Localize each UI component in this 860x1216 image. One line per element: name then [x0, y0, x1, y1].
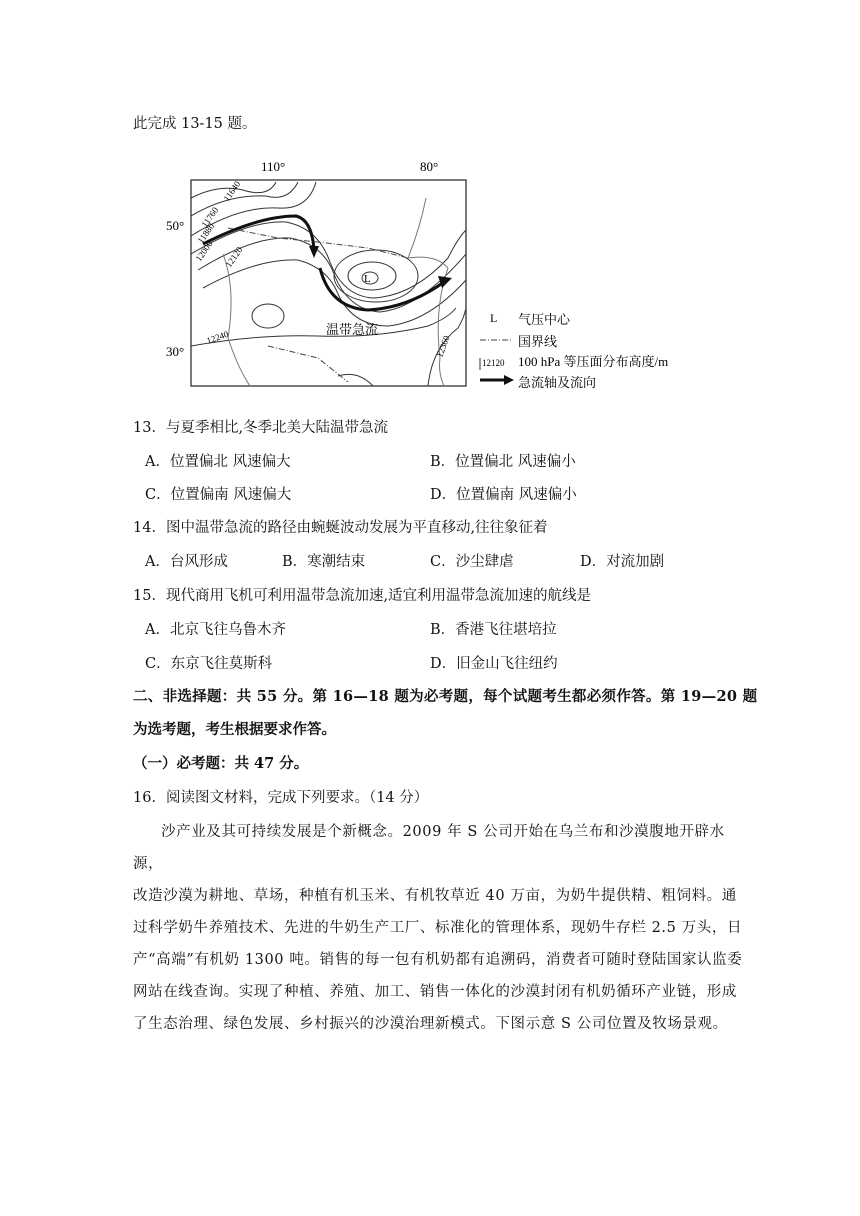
q16-material — [133, 816, 745, 1040]
q16-line: 网站在线查询。实现了种植、养殖、加工、销售一体化的沙漠封闭有机奶循环产业链，形成 — [133, 984, 737, 1000]
jet-stream-map — [158, 158, 718, 394]
map-frame — [191, 180, 466, 386]
map-legend — [480, 311, 668, 391]
q14-option-c: C．沙尘肆虐 — [430, 554, 514, 570]
legend-symbol-contour-value: 12120 — [482, 358, 505, 368]
coastline — [223, 254, 250, 386]
lake-outline — [338, 374, 373, 386]
q16-line: 改造沙漠为耕地、草场，种植有机玉米、有机牧草近 40 万亩，为奶牛提供精、粗饲料。通 — [133, 888, 737, 904]
q16-line: 了生态治理、绿色发展、乡村振兴的沙漠治理新模式。下图示意 S 公司位置及牧场景观。 — [133, 1016, 728, 1032]
q15-stem: 15．现代商用飞机可利用温带急流加速,适宜利用温带急流加速的航线是 — [133, 588, 592, 604]
low-center-contour — [348, 262, 396, 290]
q14-stem: 14．图中温带急流的路径由蜿蜒波动发展为平直移动,往往象征着 — [133, 520, 548, 536]
lat-label-30: 30° — [166, 344, 185, 359]
legend-text-contour: 100 hPa 等压面分布高度/m — [518, 354, 669, 369]
contour-label: 11640 — [221, 179, 243, 204]
q16-line: 产“高端”有机奶 1300 吨。销售的每一包有机奶都有追溯码，消费者可随时登陆国家认监委 — [133, 952, 743, 968]
q14-option-b: B．寒潮结束 — [282, 554, 366, 570]
lat-label-50: 50° — [166, 218, 185, 233]
contour-label: 11760 — [199, 205, 221, 230]
q13-option-a: A．位置偏北 风速偏大 — [145, 454, 291, 470]
q16-line: 沙产业及其可持续发展是个新概念。2009 年 S 公司开始在乌兰布和沙漠腹地开辟水源， — [133, 824, 725, 872]
q13-option-b: B．位置偏北 风速偏小 — [430, 454, 576, 470]
q16-line: 过科学奶牛养殖技术、先进的牛奶生产工厂、标准化的管理体系，现奶牛存栏 2.5 万头，日 — [133, 920, 743, 936]
legend-symbol-center: L — [490, 311, 498, 325]
lon-label-110: 110° — [261, 159, 286, 174]
q16-stem: 16．阅读图文材料，完成下列要求。（14 分） — [133, 790, 429, 806]
section2-heading-line2: 为选考题，考生根据要求作答。 — [133, 721, 336, 738]
q14-option-a: A．台风形成 — [145, 554, 228, 570]
q15-option-c: C．东京飞往莫斯科 — [145, 656, 273, 672]
contour-label: 12360 — [434, 334, 452, 359]
jet-arrowhead — [309, 246, 319, 258]
contour-label: 11880 — [195, 221, 217, 246]
high-center-contour — [252, 304, 284, 328]
national-border — [268, 346, 348, 382]
legend-text-center: 气压中心 — [518, 313, 571, 328]
legend-text-border: 国界线 — [518, 335, 558, 350]
section2-heading-line1: 二、非选择题：共 55 分。第 16—18 题为必考题，每个试题考生都必须作答。第 19—20 题 — [133, 688, 758, 705]
q15-option-d: D．旧金山飞往纽约 — [430, 656, 558, 672]
legend-arrowhead — [504, 375, 514, 385]
lon-label-80: 80° — [420, 159, 439, 174]
q15-option-a: A．北京飞往乌鲁木齐 — [145, 622, 286, 638]
q13-option-d: D．位置偏南 风速偏小 — [430, 487, 577, 503]
intro-text: 此完成 13-15 题。 — [133, 116, 257, 132]
section2-subheading: （一）必考题：共 47 分。 — [133, 755, 309, 772]
jet-stream-axis — [203, 216, 314, 250]
q15-option-b: B．香港飞往堪培拉 — [430, 622, 557, 638]
contour-label: 12120 — [223, 244, 245, 270]
q14-option-d: D．对流加剧 — [580, 554, 665, 570]
q13-option-c: C．位置偏南 风速偏大 — [145, 487, 292, 503]
contour-label: 12000 — [193, 238, 215, 264]
contour-label: 12240 — [205, 328, 230, 346]
jet-stream-label: 温带急流 — [326, 323, 379, 338]
q13-stem: 13．与夏季相比,冬季北美大陆温带急流 — [133, 420, 389, 436]
pressure-center-label: L — [364, 273, 371, 285]
legend-text-arrow: 急流轴及流向 — [518, 376, 597, 391]
